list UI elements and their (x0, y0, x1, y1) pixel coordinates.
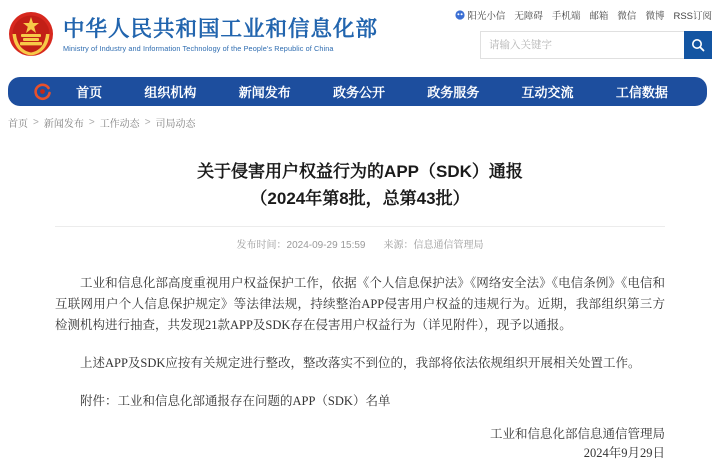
link-weibo[interactable]: 微博 (645, 11, 665, 22)
attachment-line: 附件：工业和信息化部通报存在问题的APP（SDK）名单 (80, 394, 391, 408)
search-input[interactable] (480, 31, 684, 59)
breadcrumb-work-updates[interactable]: 工作动态 (99, 119, 140, 130)
link-email[interactable]: 邮箱 (589, 11, 609, 22)
article-title-line2: （2024年第8批，总第43批） (250, 189, 470, 208)
robot-assistant-icon (455, 10, 465, 20)
nav-item-interaction[interactable]: 互动交流 (521, 85, 574, 100)
search-bar (480, 31, 712, 59)
breadcrumb (0, 106, 720, 130)
nav-item-gov-disclosure[interactable]: 政务公开 (332, 85, 385, 100)
nav-item-miit-data[interactable]: 工信数据 (615, 85, 668, 100)
signature-org: 工业和信息化部信息通信管理局 (489, 427, 665, 441)
miit-logo-icon (34, 83, 51, 100)
article-meta (55, 236, 665, 251)
nav-item-news[interactable]: 新闻发布 (238, 85, 291, 100)
site-brand[interactable] (8, 10, 378, 58)
publish-time-value: 2024-09-29 15:59 (286, 240, 366, 251)
search-icon (691, 38, 705, 52)
source-value: 信息通信管理局 (413, 240, 484, 251)
nav-item-organization[interactable]: 组织机构 (144, 85, 197, 100)
link-sunshine-assistant[interactable]: 阳光小信 (455, 8, 505, 22)
article-signature (55, 425, 665, 463)
header-utilities (467, 8, 712, 59)
breadcrumb-news[interactable]: 新闻发布 (43, 119, 84, 130)
breadcrumb-separator: > (144, 117, 151, 128)
article-title (55, 158, 665, 212)
nav-item-home[interactable]: 首页 (76, 85, 103, 100)
source-label: 来源： (383, 240, 414, 251)
breadcrumb-separator: > (88, 117, 95, 128)
paragraph-1: 工业和信息化部高度重视用户权益保护工作，依据《个人信息保护法》《网络安全法》《电信条例》《电信和互联网用户个人信息保护规定》等法律法规，持续整治APP侵害用户权益的违规行为。近期，我部组织第三方检测机构进行抽查，共发现21款APP及SDK存在侵害用户权益行为（详见附件），现予以通报。 (55, 276, 665, 332)
site-title-en: Ministry of Industry and Information Technology of the People's Republic of China (63, 43, 334, 53)
site-title-cn: 中华人民共和国工业和信息化部 (63, 16, 379, 41)
signature-date: 2024年9月29日 (583, 446, 665, 460)
search-button[interactable] (684, 31, 712, 59)
breadcrumb-bureau-updates[interactable]: 司局动态 (155, 119, 196, 130)
site-header (0, 0, 720, 70)
breadcrumb-separator: > (33, 117, 39, 128)
link-rss[interactable]: RSS订阅 (673, 11, 712, 22)
link-wechat[interactable]: 微信 (617, 11, 637, 22)
utility-links (467, 8, 712, 22)
breadcrumb-home[interactable]: 首页 (8, 119, 28, 130)
link-mobile[interactable]: 手机端 (551, 11, 581, 22)
paragraph-2: 上述APP及SDK应按有关规定进行整改，整改落实不到位的，我部将依法依规组织开展相关处置工作。 (80, 356, 641, 370)
national-emblem-icon (8, 10, 54, 58)
link-accessibility[interactable]: 无障碍 (514, 11, 543, 22)
title-divider (55, 226, 665, 227)
article-title-line1: 关于侵害用户权益行为的APP（SDK）通报 (197, 162, 523, 181)
article (0, 158, 720, 463)
publish-time-label: 发布时间： (236, 240, 287, 251)
article-body (55, 273, 665, 374)
main-nav (8, 77, 707, 106)
nav-item-gov-services[interactable]: 政务服务 (427, 85, 480, 100)
nav-items (55, 82, 689, 101)
